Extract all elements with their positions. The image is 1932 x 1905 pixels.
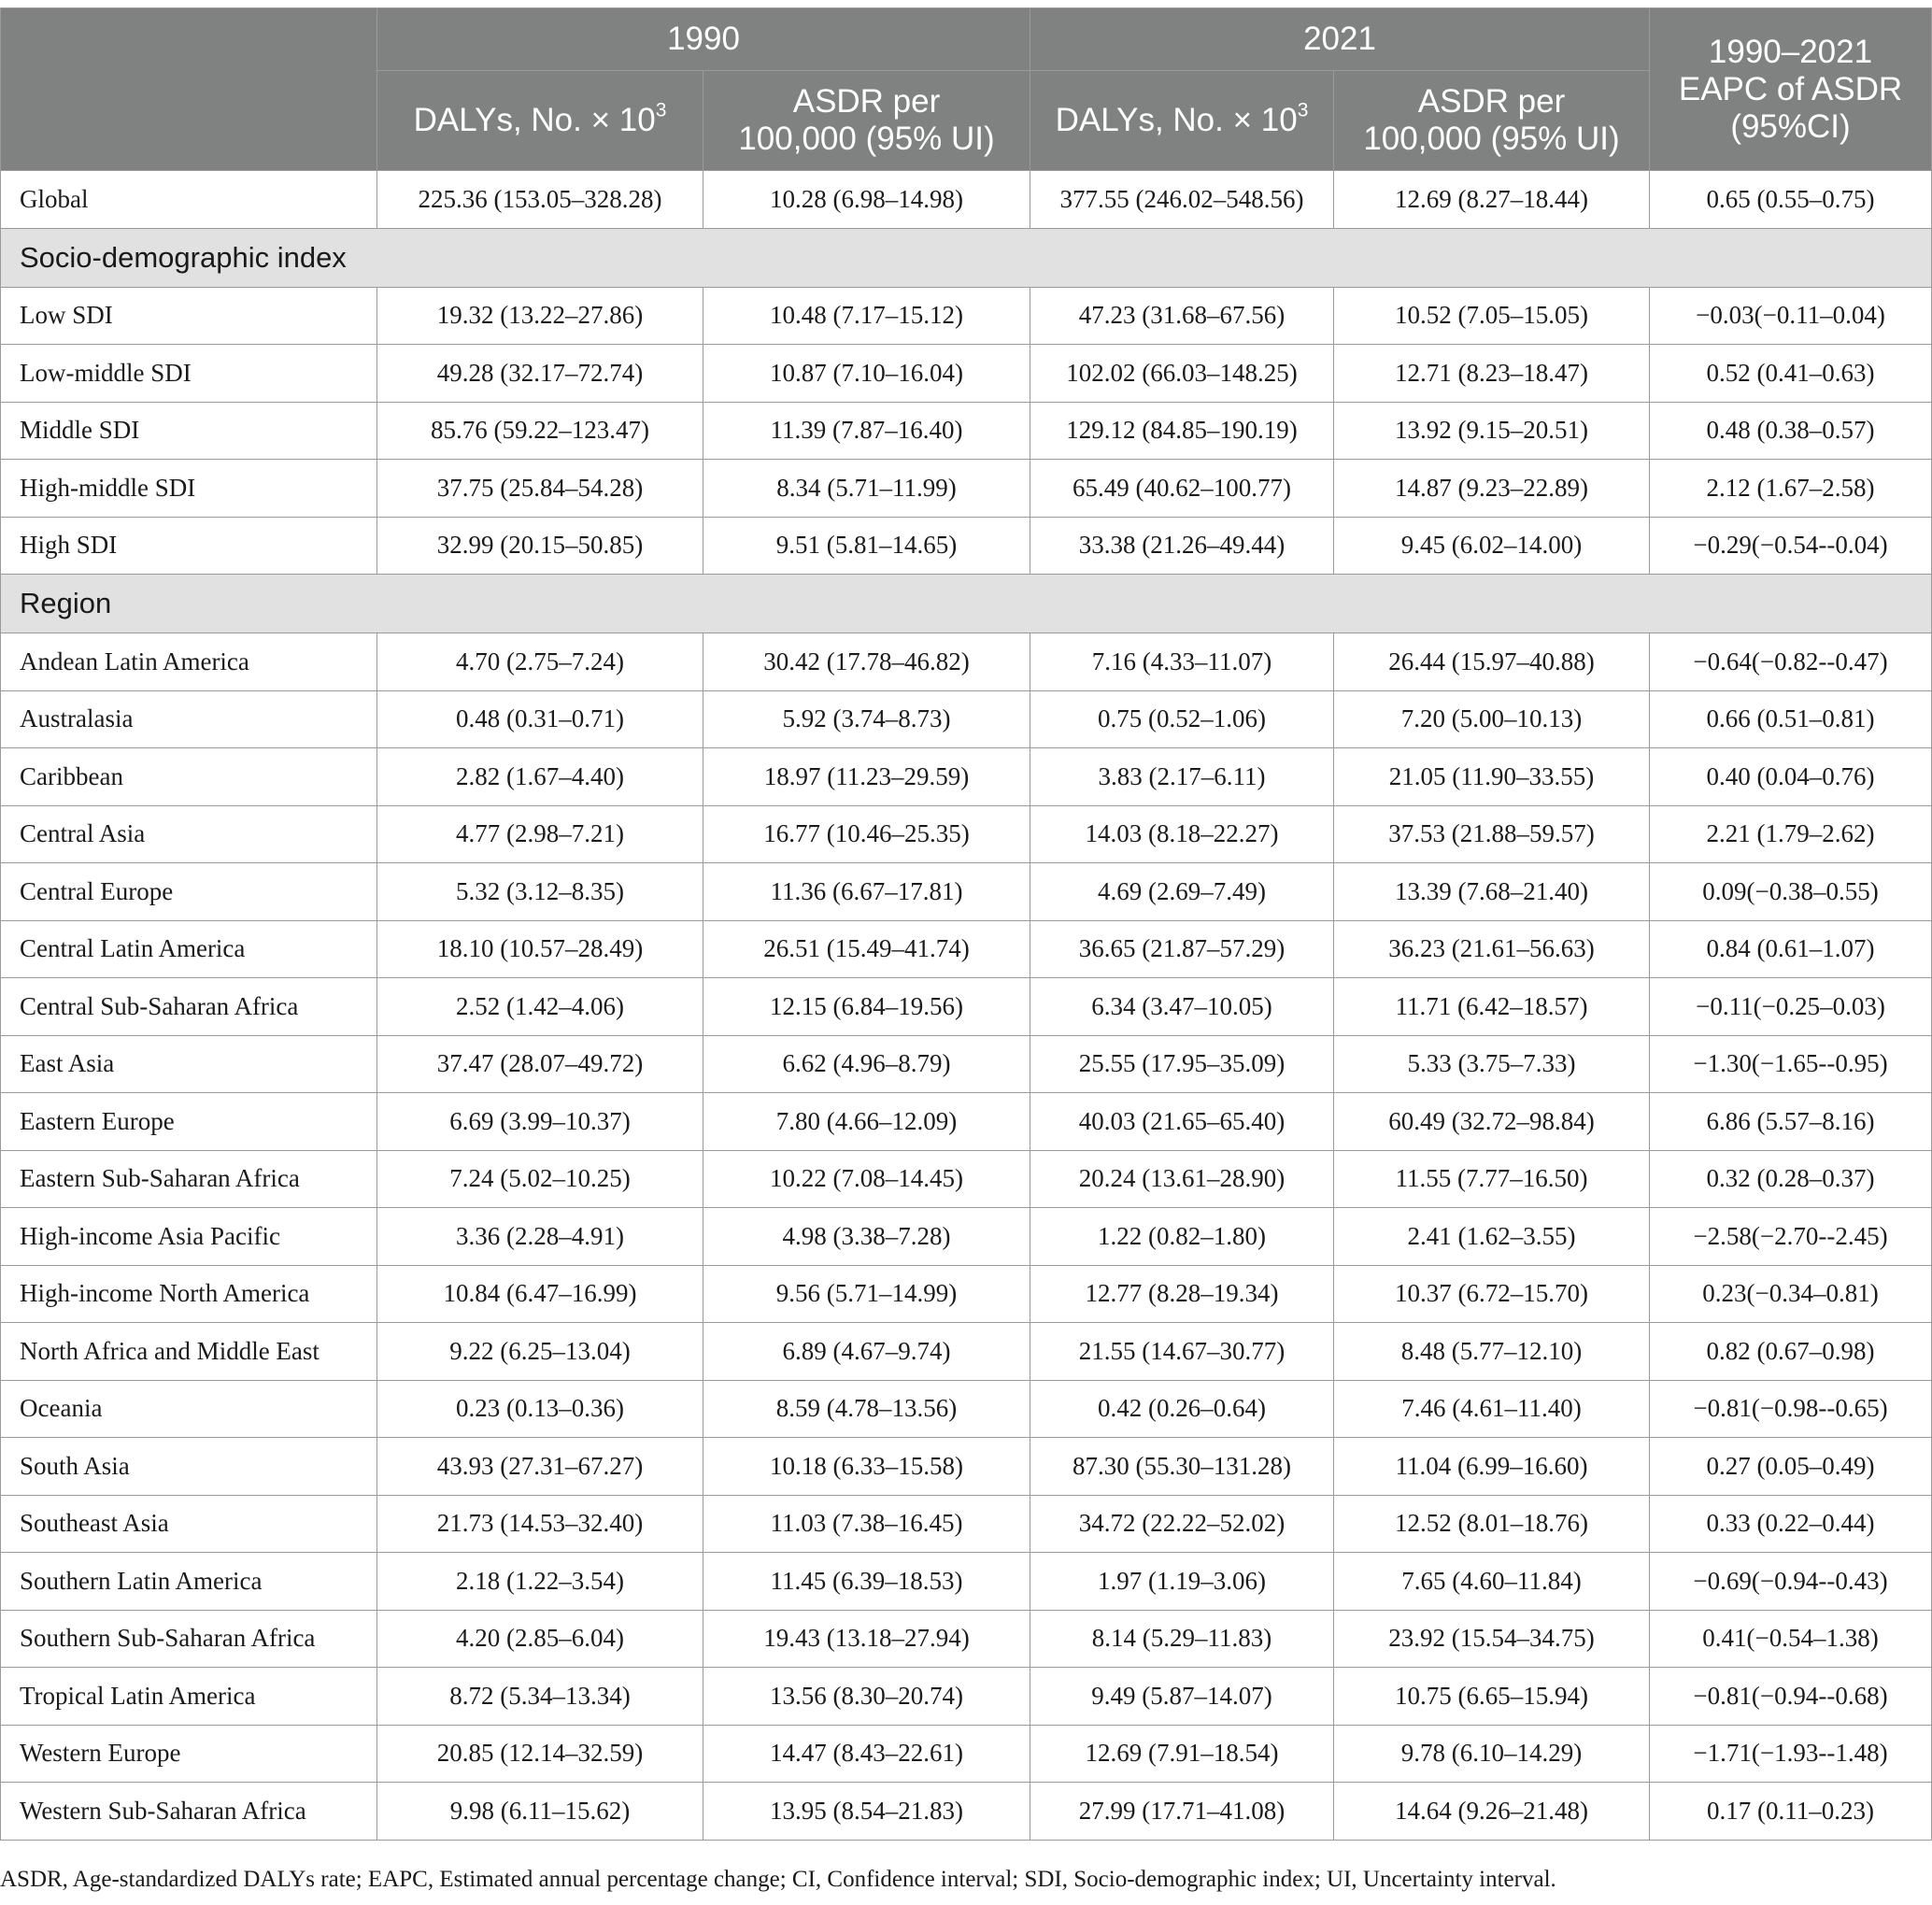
data-cell: 10.22 (7.08–14.45) [703,1150,1030,1208]
table-row [1,920,1932,978]
data-cell: 3.36 (2.28–4.91) [377,1208,703,1266]
data-cell: 16.77 (10.46–25.35) [703,805,1030,863]
row-label: Eastern Sub-Saharan Africa [1,1150,377,1208]
data-cell: 10.84 (6.47–16.99) [377,1265,703,1323]
table-row [1,978,1932,1036]
data-cell: 37.53 (21.88–59.57) [1334,805,1650,863]
data-cell: 14.47 (8.43–22.61) [703,1725,1030,1783]
data-cell: 36.65 (21.87–57.29) [1030,920,1334,978]
data-cell: 47.23 (31.68–67.56) [1030,287,1334,345]
section-header-row [1,228,1932,287]
data-cell: 6.86 (5.57–8.16) [1650,1093,1932,1151]
data-cell: 9.78 (6.10–14.29) [1334,1725,1650,1783]
data-cell: 9.49 (5.87–14.07) [1030,1668,1334,1726]
row-label: South Asia [1,1438,377,1496]
data-cell: 9.56 (5.71–14.99) [703,1265,1030,1323]
data-cell: 49.28 (32.17–72.74) [377,345,703,403]
table-row [1,748,1932,806]
data-cell: 14.64 (9.26–21.48) [1334,1783,1650,1841]
data-cell: 19.43 (13.18–27.94) [703,1610,1030,1668]
table-row [1,287,1932,345]
data-cell: 4.98 (3.38–7.28) [703,1208,1030,1266]
data-cell: 60.49 (32.72–98.84) [1334,1093,1650,1151]
data-cell: 26.51 (15.49–41.74) [703,920,1030,978]
row-label: Oceania [1,1380,377,1438]
table-row [1,1495,1932,1553]
data-cell: 0.09(−0.38–0.55) [1650,863,1932,921]
table-row [1,1783,1932,1841]
data-cell: 3.83 (2.17–6.11) [1030,748,1334,806]
row-label: Australasia [1,690,377,748]
data-cell: 9.22 (6.25–13.04) [377,1323,703,1381]
data-cell: −1.71(−1.93--1.48) [1650,1725,1932,1783]
data-cell: 7.46 (4.61–11.40) [1334,1380,1650,1438]
data-cell: 0.41(−0.54–1.38) [1650,1610,1932,1668]
table-row [1,1208,1932,1266]
table-row [1,1725,1932,1783]
data-cell: 2.12 (1.67–2.58) [1650,460,1932,518]
data-cell: 8.14 (5.29–11.83) [1030,1610,1334,1668]
data-cell: 9.45 (6.02–14.00) [1334,517,1650,575]
table-row [1,1438,1932,1496]
data-cell: 11.03 (7.38–16.45) [703,1495,1030,1553]
table-header [1,8,1932,171]
data-cell: 33.38 (21.26–49.44) [1030,517,1334,575]
data-cell: 225.36 (153.05–328.28) [377,171,703,229]
data-cell: 13.95 (8.54–21.83) [703,1783,1030,1841]
data-cell: 1.22 (0.82–1.80) [1030,1208,1334,1266]
data-cell: 36.23 (21.61–56.63) [1334,920,1650,978]
data-cell: 11.39 (7.87–16.40) [703,402,1030,460]
data-cell: 12.52 (8.01–18.76) [1334,1495,1650,1553]
data-cell: −0.11(−0.25–0.03) [1650,978,1932,1036]
data-cell: 19.32 (13.22–27.86) [377,287,703,345]
data-cell: 5.32 (3.12–8.35) [377,863,703,921]
row-label: North Africa and Middle East [1,1323,377,1381]
table-row [1,1093,1932,1151]
data-cell: 2.41 (1.62–3.55) [1334,1208,1650,1266]
data-cell: 11.45 (6.39–18.53) [703,1553,1030,1611]
data-cell: 8.72 (5.34–13.34) [377,1668,703,1726]
table-row [1,402,1932,460]
table-body [1,171,1932,1841]
table-row [1,633,1932,691]
row-label: Southern Sub-Saharan Africa [1,1610,377,1668]
table-row [1,1610,1932,1668]
data-cell: 6.62 (4.96–8.79) [703,1035,1030,1093]
data-cell: −0.29(−0.54--0.04) [1650,517,1932,575]
section-header-row [1,575,1932,633]
header-eapc-line1: 1990–2021 [1708,33,1873,70]
header-eapc-line3: (95%CI) [1730,107,1851,145]
table-row [1,863,1932,921]
row-label: Central Asia [1,805,377,863]
data-cell: −0.03(−0.11–0.04) [1650,287,1932,345]
data-cell: 7.80 (4.66–12.09) [703,1093,1030,1151]
data-cell: −0.64(−0.82--0.47) [1650,633,1932,691]
data-cell: 18.10 (10.57–28.49) [377,920,703,978]
data-cell: 23.92 (15.54–34.75) [1334,1610,1650,1668]
row-label: East Asia [1,1035,377,1093]
data-cell: 20.24 (13.61–28.90) [1030,1150,1334,1208]
table-row [1,1150,1932,1208]
data-cell: 21.73 (14.53–32.40) [377,1495,703,1553]
data-cell: 12.77 (8.28–19.34) [1030,1265,1334,1323]
data-cell: 129.12 (84.85–190.19) [1030,402,1334,460]
row-label: Global [1,171,377,229]
table-row [1,517,1932,575]
data-cell: 6.69 (3.99–10.37) [377,1093,703,1151]
row-label: High-income Asia Pacific [1,1208,377,1266]
table-row [1,1035,1932,1093]
header-year-2021: 2021 [1030,8,1650,71]
row-label: Central Latin America [1,920,377,978]
data-cell: 10.48 (7.17–15.12) [703,287,1030,345]
table-row [1,805,1932,863]
data-cell: 10.52 (7.05–15.05) [1334,287,1650,345]
section-title: Region [1,575,1932,633]
data-cell: 27.99 (17.71–41.08) [1030,1783,1334,1841]
data-cell: 6.89 (4.67–9.74) [703,1323,1030,1381]
data-cell: 11.55 (7.77–16.50) [1334,1150,1650,1208]
row-label: Low-middle SDI [1,345,377,403]
data-cell: 0.66 (0.51–0.81) [1650,690,1932,748]
header-dalys-2021: DALYs, No. × $10^3$ [1030,71,1334,171]
data-cell: −1.30(−1.65--0.95) [1650,1035,1932,1093]
dalys-table [0,7,1932,1841]
row-label: Andean Latin America [1,633,377,691]
data-cell: 0.23(−0.34–0.81) [1650,1265,1932,1323]
data-cell: 1.97 (1.19–3.06) [1030,1553,1334,1611]
data-cell: 0.23 (0.13–0.36) [377,1380,703,1438]
data-cell: 7.65 (4.60–11.84) [1334,1553,1650,1611]
data-cell: 20.85 (12.14–32.59) [377,1725,703,1783]
data-cell: −0.69(−0.94--0.43) [1650,1553,1932,1611]
data-cell: 0.65 (0.55–0.75) [1650,171,1932,229]
header-blank [1,8,377,171]
table-row [1,460,1932,518]
data-cell: 4.20 (2.85–6.04) [377,1610,703,1668]
data-cell: 21.55 (14.67–30.77) [1030,1323,1334,1381]
data-cell: 9.51 (5.81–14.65) [703,517,1030,575]
table-row [1,1380,1932,1438]
data-cell: 10.87 (7.10–16.04) [703,345,1030,403]
data-cell: 0.84 (0.61–1.07) [1650,920,1932,978]
data-cell: 4.77 (2.98–7.21) [377,805,703,863]
data-cell: 102.02 (66.03–148.25) [1030,345,1334,403]
data-cell: 0.27 (0.05–0.49) [1650,1438,1932,1496]
data-cell: 11.36 (6.67–17.81) [703,863,1030,921]
data-cell: 32.99 (20.15–50.85) [377,517,703,575]
data-cell: 14.03 (8.18–22.27) [1030,805,1334,863]
data-cell: 8.59 (4.78–13.56) [703,1380,1030,1438]
table-row [1,1553,1932,1611]
table-row [1,345,1932,403]
table-row [1,171,1932,229]
data-cell: 12.69 (8.27–18.44) [1334,171,1650,229]
data-cell: 87.30 (55.30–131.28) [1030,1438,1334,1496]
data-cell: 85.76 (59.22–123.47) [377,402,703,460]
data-cell: 0.82 (0.67–0.98) [1650,1323,1932,1381]
data-cell: 2.18 (1.22–3.54) [377,1553,703,1611]
data-cell: 4.69 (2.69–7.49) [1030,863,1334,921]
table-row [1,1265,1932,1323]
data-cell: 37.75 (25.84–54.28) [377,460,703,518]
data-cell: 9.98 (6.11–15.62) [377,1783,703,1841]
row-label: Southern Latin America [1,1553,377,1611]
header-dalys-1990: DALYs, No. × $10^3$ [377,71,703,171]
data-cell: 11.71 (6.42–18.57) [1334,978,1650,1036]
header-asdr-2021: ASDR per 100,000 (95% UI) [1334,71,1650,171]
header-eapc [1650,8,1932,171]
row-label: Central Sub-Saharan Africa [1,978,377,1036]
section-title: Socio-demographic index [1,228,1932,287]
data-cell: 5.92 (3.74–8.73) [703,690,1030,748]
data-cell: 0.48 (0.38–0.57) [1650,402,1932,460]
data-cell: 34.72 (22.22–52.02) [1030,1495,1334,1553]
row-label: Tropical Latin America [1,1668,377,1726]
row-label: Middle SDI [1,402,377,460]
data-cell: 2.21 (1.79–2.62) [1650,805,1932,863]
data-cell: 13.92 (9.15–20.51) [1334,402,1650,460]
data-cell: 8.34 (5.71–11.99) [703,460,1030,518]
data-cell: 0.33 (0.22–0.44) [1650,1495,1932,1553]
data-cell: 11.04 (6.99–16.60) [1334,1438,1650,1496]
row-label: Southeast Asia [1,1495,377,1553]
data-cell: 13.39 (7.68–21.40) [1334,863,1650,921]
data-cell: 25.55 (17.95–35.09) [1030,1035,1334,1093]
row-label: High SDI [1,517,377,575]
data-cell: 26.44 (15.97–40.88) [1334,633,1650,691]
table-row [1,1668,1932,1726]
data-cell: 377.55 (246.02–548.56) [1030,171,1334,229]
table-row [1,1323,1932,1381]
data-cell: 2.82 (1.67–4.40) [377,748,703,806]
row-label: Eastern Europe [1,1093,377,1151]
data-cell: 10.75 (6.65–15.94) [1334,1668,1650,1726]
data-cell: 12.71 (8.23–18.47) [1334,345,1650,403]
data-cell: 7.20 (5.00–10.13) [1334,690,1650,748]
data-cell: 0.48 (0.31–0.71) [377,690,703,748]
data-cell: 2.52 (1.42–4.06) [377,978,703,1036]
data-cell: 13.56 (8.30–20.74) [703,1668,1030,1726]
data-cell: 0.75 (0.52–1.06) [1030,690,1334,748]
data-cell: 7.24 (5.02–10.25) [377,1150,703,1208]
data-cell: 5.33 (3.75–7.33) [1334,1035,1650,1093]
data-cell: 8.48 (5.77–12.10) [1334,1323,1650,1381]
table-footnote: ASDR, Age-standardized DALYs rate; EAPC, Estimated annual percentage change; CI, Confidence interval; SDI, Socio-demographic index; UI, Uncertainty interval. [0,1867,1556,1892]
data-cell: 10.37 (6.72–15.70) [1334,1265,1650,1323]
data-cell: 37.47 (28.07–49.72) [377,1035,703,1093]
data-cell: 18.97 (11.23–29.59) [703,748,1030,806]
data-cell: 12.15 (6.84–19.56) [703,978,1030,1036]
data-cell: −0.81(−0.94--0.68) [1650,1668,1932,1726]
data-cell: 6.34 (3.47–10.05) [1030,978,1334,1036]
data-cell: 14.87 (9.23–22.89) [1334,460,1650,518]
row-label: High-income North America [1,1265,377,1323]
data-cell: 7.16 (4.33–11.07) [1030,633,1334,691]
data-cell: 4.70 (2.75–7.24) [377,633,703,691]
row-label: Western Sub-Saharan Africa [1,1783,377,1841]
data-cell: 0.32 (0.28–0.37) [1650,1150,1932,1208]
table-row [1,690,1932,748]
data-cell: 0.42 (0.26–0.64) [1030,1380,1334,1438]
data-cell: 0.52 (0.41–0.63) [1650,345,1932,403]
data-cell: 30.42 (17.78–46.82) [703,633,1030,691]
data-cell: 10.18 (6.33–15.58) [703,1438,1030,1496]
row-label: Low SDI [1,287,377,345]
row-label: Caribbean [1,748,377,806]
data-cell: 10.28 (6.98–14.98) [703,171,1030,229]
data-cell: −0.81(−0.98--0.65) [1650,1380,1932,1438]
data-cell: −2.58(−2.70--2.45) [1650,1208,1932,1266]
row-label: High-middle SDI [1,460,377,518]
header-asdr-1990: ASDR per 100,000 (95% UI) [703,71,1030,171]
data-cell: 65.49 (40.62–100.77) [1030,460,1334,518]
header-year-1990: 1990 [377,8,1030,71]
row-label: Central Europe [1,863,377,921]
data-cell: 40.03 (21.65–65.40) [1030,1093,1334,1151]
data-cell: 0.40 (0.04–0.76) [1650,748,1932,806]
data-cell: 43.93 (27.31–67.27) [377,1438,703,1496]
header-eapc-line2: EAPC of ASDR [1678,70,1903,107]
data-cell: 0.17 (0.11–0.23) [1650,1783,1932,1841]
data-cell: 21.05 (11.90–33.55) [1334,748,1650,806]
data-cell: 12.69 (7.91–18.54) [1030,1725,1334,1783]
row-label: Western Europe [1,1725,377,1783]
